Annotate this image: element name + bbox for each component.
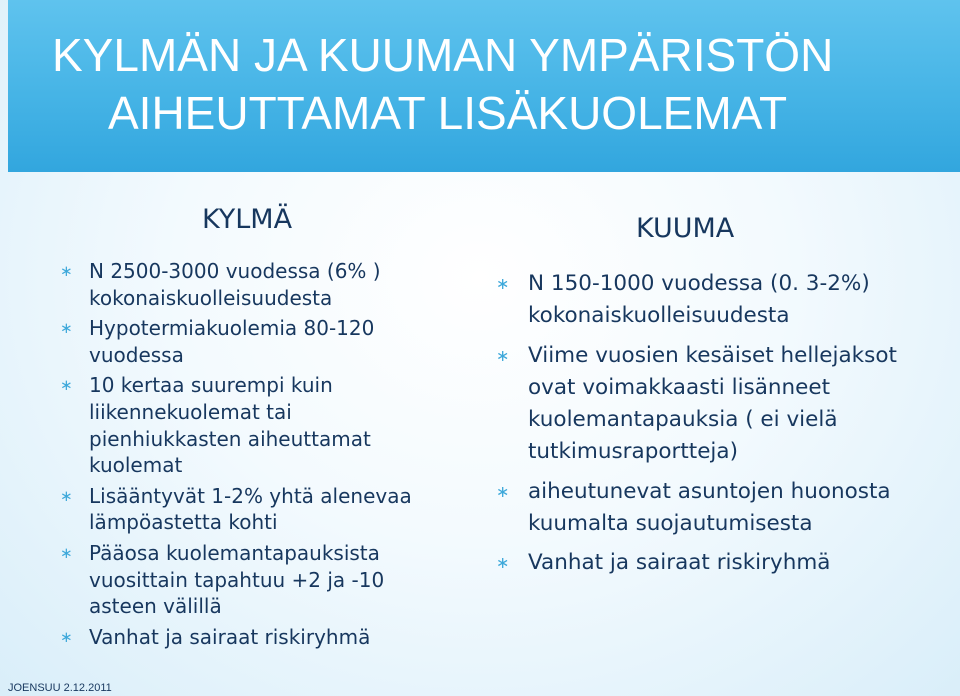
list-item-text: Hypotermiakuolemia 80-120 vuodessa xyxy=(89,316,375,367)
title-line-2: AIHEUTTAMAT LISÄKUOLEMAT xyxy=(108,87,788,139)
list-item xyxy=(496,547,948,579)
bullet-icon: ∗ xyxy=(496,274,510,293)
list-item-text: aiheutunevat asuntojen huonosta kuumalta suojautumisesta xyxy=(528,478,891,537)
title-line-1: KYLMÄN JA KUUMAN YMPÄRISTÖN xyxy=(52,29,834,81)
list-item xyxy=(60,372,450,478)
list-item xyxy=(496,340,948,469)
list-item-text: 10 kertaa suurempi kuin liikennekuolemat tai pienhiukkasten aiheuttamat kuolemat xyxy=(89,373,371,478)
bullet-icon: ∗ xyxy=(496,481,510,501)
list-item xyxy=(60,483,450,536)
list-item xyxy=(496,476,948,541)
left-bullet-list xyxy=(60,258,450,654)
list-item xyxy=(60,258,450,311)
bullet-icon: ∗ xyxy=(60,319,73,338)
bullet-icon: ∗ xyxy=(496,553,510,573)
right-bullet-list xyxy=(496,268,948,587)
title-bar xyxy=(8,0,960,172)
left-column-heading: KYLMÄ xyxy=(202,204,293,235)
list-item-text: Vanhat ja sairaat riskiryhmä xyxy=(528,550,831,576)
bullet-icon: ∗ xyxy=(60,627,73,646)
list-item xyxy=(60,315,450,368)
list-item xyxy=(496,268,948,333)
list-item xyxy=(60,540,450,620)
right-column-heading: KUUMA xyxy=(636,213,735,244)
list-item-text: N 2500-3000 vuodessa (6% ) kokonaiskuolleisuudesta xyxy=(89,259,381,310)
bullet-icon: ∗ xyxy=(60,486,73,505)
list-item-text: Vanhat ja sairaat riskiryhmä xyxy=(89,624,371,649)
list-item-text: Pääosa kuolemantapauksista vuosittain tapahtuu +2 ja -10 asteen välillä xyxy=(89,540,385,619)
list-item-text: N 150-1000 vuodessa (0. 3-2%) kokonaiskuolleisuudesta xyxy=(528,271,870,329)
list-item-text: Lisääntyvät 1-2% yhtä alenevaa lämpöastetta kohti xyxy=(89,483,412,535)
bullet-icon: ∗ xyxy=(496,345,510,365)
bullet-icon: ∗ xyxy=(60,262,73,280)
list-item-text: Viime vuosien kesäiset hellejaksot ovat voimakkaasti lisänneet kuolemantapauksia ( ei vielä tutkimusraportteja) xyxy=(528,342,897,465)
slide-title xyxy=(52,26,952,142)
bullet-icon: ∗ xyxy=(60,543,73,562)
footer-text: JOENSUU 2.12.2011 xyxy=(8,682,112,694)
list-item xyxy=(60,624,450,651)
bullet-icon: ∗ xyxy=(60,376,73,395)
